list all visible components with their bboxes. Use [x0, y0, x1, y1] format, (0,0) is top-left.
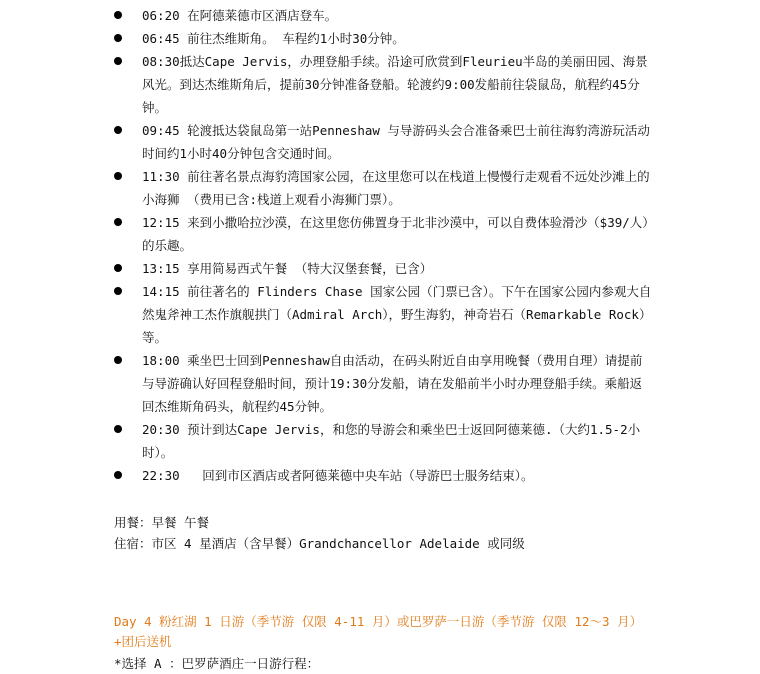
- list-item: [114, 4, 654, 27]
- list-item: [114, 119, 654, 165]
- item-time: 12:15: [142, 215, 180, 230]
- item-text: 预计到达Cape Jervis，和您的导游会和乘坐巴士返回阿德莱德.（大约1.5-2小时）。: [142, 422, 641, 460]
- day-info: [114, 512, 525, 554]
- list-item: [114, 211, 654, 257]
- item-text: 乘坐巴士回到Penneshaw自由活动，在码头附近自由享用晚餐（费用自理）请提前与导游确认好回程登船时间，预计19:30分发船，请在发船前半小时办理登船手续。乘船返回杰维斯角码头，航程约45分钟。: [142, 353, 643, 414]
- bullet-icon: [114, 119, 124, 142]
- day4-heading: Day 4 粉红湖 1 日游（季节游 仅限 4-11 月）或巴罗萨一日游（季节游 仅限 12～3 月）+团后送机: [114, 614, 643, 649]
- item-text: 前往杰维斯角。 车程约1小时30分钟。: [187, 31, 405, 46]
- item-text: 在阿德莱德市区酒店登车。: [187, 8, 338, 23]
- item-time: 09:45: [142, 123, 180, 138]
- item-time: 22:30: [142, 468, 180, 483]
- bullet-icon: [114, 464, 124, 487]
- item-text: 轮渡抵达袋鼠岛第一站Penneshaw 与导游码头会合准备乘巴士前往海豹湾游玩活动时间约1小时40分钟包含交通时间。: [142, 123, 650, 161]
- item-time: 13:15: [142, 261, 180, 276]
- item-time: 18:00: [142, 353, 180, 368]
- item-text: 前往著名的 Flinders Chase 国家公园（门票已含）。下午在国家公园内参观大自然鬼斧神工杰作旗舰拱门（Admiral Arch），野生海豹，神奇岩石（Remarkable Rock）等。: [142, 284, 652, 345]
- item-time: 08:30: [142, 54, 180, 69]
- list-item: [114, 50, 654, 119]
- bullet-icon: [114, 349, 124, 372]
- item-text: 来到小撒哈拉沙漠，在这里您仿佛置身于北非沙漠中，可以自费体验滑沙（$39/人）的乐趣。: [142, 215, 649, 253]
- item-time: 11:30: [142, 169, 180, 184]
- item-text: 回到市区酒店或者阿德莱德中央车站（导游巴士服务结束）。: [202, 468, 534, 483]
- item-time: 06:20: [142, 8, 180, 23]
- itinerary-list: [114, 4, 654, 487]
- bullet-icon: [114, 211, 124, 234]
- item-time: 20:30: [142, 422, 180, 437]
- bullet-icon: [114, 4, 124, 27]
- choice-a-heading: *选择 A ：巴罗萨酒庄一日游行程：: [114, 656, 320, 671]
- item-text: 享用简易西式午餐 （特大汉堡套餐，已含）: [187, 261, 433, 276]
- meals-line: 用餐：早餐 午餐: [114, 515, 210, 530]
- list-item: [114, 27, 654, 50]
- list-item: [114, 349, 654, 418]
- item-text: 抵达Cape Jervis，办理登船手续。沿途可欣赏到Fleurieu半岛的美丽田园、海景风光。到达杰维斯角后，提前30分钟准备登船。轮渡约9:00发船前往袋鼠岛，航程约45分钟。: [142, 54, 648, 115]
- bullet-icon: [114, 418, 124, 441]
- item-time: 14:15: [142, 284, 180, 299]
- hotel-line: 住宿：市区 4 星酒店（含早餐）Grandchancellor Adelaide 或同级: [114, 536, 525, 551]
- bullet-icon: [114, 280, 124, 303]
- list-item: [114, 418, 654, 464]
- list-item: [114, 165, 654, 211]
- bullet-icon: [114, 257, 124, 280]
- bullet-icon: [114, 27, 124, 50]
- bullet-icon: [114, 165, 124, 188]
- list-item: [114, 464, 654, 487]
- item-time: 06:45: [142, 31, 180, 46]
- list-item: [114, 280, 654, 349]
- item-text: 前往著名景点海豹湾国家公园，在这里您可以在栈道上慢慢行走观看不远处沙滩上的小海狮 （费用已含:栈道上观看小海狮门票）。: [142, 169, 650, 207]
- bullet-icon: [114, 50, 124, 73]
- list-item: [114, 257, 654, 280]
